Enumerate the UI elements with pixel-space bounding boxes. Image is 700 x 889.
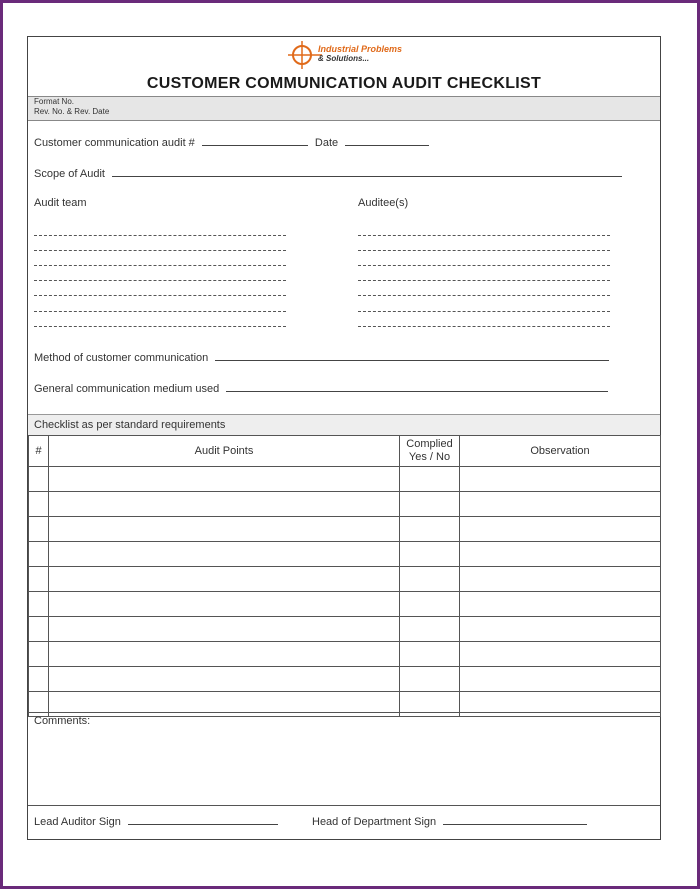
audit-team-line[interactable] xyxy=(34,265,286,266)
checklist-section-header xyxy=(28,414,660,436)
auditee-line[interactable] xyxy=(358,280,610,281)
audit-number-row xyxy=(34,136,429,149)
head-dept-sign-field[interactable] xyxy=(443,815,587,825)
table-row xyxy=(29,617,661,642)
auditee-line[interactable] xyxy=(358,265,610,266)
cell-audit-point[interactable] xyxy=(49,517,400,542)
scope-row xyxy=(34,167,622,180)
cell-audit-point[interactable] xyxy=(49,467,400,492)
col-header-number: # xyxy=(29,436,49,467)
lead-auditor-sign-field[interactable] xyxy=(128,815,278,825)
lead-auditor-sign-row xyxy=(34,815,278,828)
audit-number-field[interactable] xyxy=(202,136,308,146)
method-label: Method of customer communication xyxy=(34,352,209,364)
comments-box[interactable] xyxy=(28,712,660,806)
table-row xyxy=(29,467,661,492)
auditee-line[interactable] xyxy=(358,235,610,236)
auditees-label: Auditee(s) xyxy=(358,197,409,209)
comments-label: Comments: xyxy=(34,715,91,727)
cell-observation[interactable] xyxy=(460,467,661,492)
cell-complied[interactable] xyxy=(400,542,460,567)
cell-number[interactable] xyxy=(29,642,49,667)
cell-observation[interactable] xyxy=(460,642,661,667)
medium-label: General communication medium used xyxy=(34,383,220,395)
logo-line-2: & Solutions... xyxy=(318,54,370,63)
audit-team-line[interactable] xyxy=(34,250,286,251)
audit-points-table xyxy=(28,435,661,717)
table-row xyxy=(29,642,661,667)
scope-field[interactable] xyxy=(112,167,622,177)
audit-team-line[interactable] xyxy=(34,280,286,281)
method-field[interactable] xyxy=(215,351,609,361)
method-row xyxy=(34,351,609,364)
date-label: Date xyxy=(314,137,339,149)
col-header-observation: Observation xyxy=(460,436,661,467)
cell-number[interactable] xyxy=(29,517,49,542)
audit-team-line[interactable] xyxy=(34,235,286,236)
checklist-band-label: Checklist as per standard requirements xyxy=(34,419,226,431)
date-field[interactable] xyxy=(345,136,429,146)
auditee-line[interactable] xyxy=(358,326,610,327)
cell-observation[interactable] xyxy=(460,542,661,567)
rev-label: Rev. No. & Rev. Date xyxy=(34,107,110,116)
auditee-line[interactable] xyxy=(358,311,610,312)
col-header-complied xyxy=(400,436,460,467)
document-meta xyxy=(28,96,660,121)
cell-audit-point[interactable] xyxy=(49,642,400,667)
cell-audit-point[interactable] xyxy=(49,667,400,692)
page-title: CUSTOMER COMMUNICATION AUDIT CHECKLIST xyxy=(146,75,542,92)
lead-auditor-label: Lead Auditor Sign xyxy=(34,816,121,828)
cell-observation[interactable] xyxy=(460,667,661,692)
head-dept-label: Head of Department Sign xyxy=(312,816,437,828)
head-dept-sign-row xyxy=(312,815,587,828)
cell-observation[interactable] xyxy=(460,567,661,592)
format-no-label: Format No. xyxy=(34,97,75,106)
company-logo xyxy=(288,41,408,69)
cell-number[interactable] xyxy=(29,617,49,642)
auditee-line[interactable] xyxy=(358,295,610,296)
cell-complied[interactable] xyxy=(400,492,460,517)
audit-team-line[interactable] xyxy=(34,295,286,296)
audit-team-label: Audit team xyxy=(34,197,87,209)
cell-observation[interactable] xyxy=(460,617,661,642)
cell-complied[interactable] xyxy=(400,642,460,667)
table-row xyxy=(29,542,661,567)
table-row xyxy=(29,592,661,617)
cell-audit-point[interactable] xyxy=(49,567,400,592)
yes-no-label: Yes / No xyxy=(408,451,451,463)
cell-audit-point[interactable] xyxy=(49,592,400,617)
col-header-audit-points: Audit Points xyxy=(49,436,400,467)
checklist-form xyxy=(27,36,661,840)
logo-line-1: Industrial Problems xyxy=(318,44,403,54)
cell-observation[interactable] xyxy=(460,517,661,542)
cell-complied[interactable] xyxy=(400,517,460,542)
complied-label: Complied xyxy=(406,438,453,450)
cell-complied[interactable] xyxy=(400,467,460,492)
cell-complied[interactable] xyxy=(400,567,460,592)
table-row xyxy=(29,517,661,542)
cell-audit-point[interactable] xyxy=(49,617,400,642)
cell-complied[interactable] xyxy=(400,592,460,617)
cell-complied[interactable] xyxy=(400,667,460,692)
audit-number-label: Customer communication audit # xyxy=(34,137,195,149)
cell-audit-point[interactable] xyxy=(49,492,400,517)
cell-audit-point[interactable] xyxy=(49,542,400,567)
audit-team-line[interactable] xyxy=(34,311,286,312)
table-row xyxy=(29,492,661,517)
cell-number[interactable] xyxy=(29,492,49,517)
cell-number[interactable] xyxy=(29,467,49,492)
crosshair-logo-icon xyxy=(288,41,322,69)
table-row xyxy=(29,567,661,592)
table-row xyxy=(29,667,661,692)
cell-number[interactable] xyxy=(29,542,49,567)
medium-field[interactable] xyxy=(226,382,608,392)
cell-number[interactable] xyxy=(29,567,49,592)
cell-number[interactable] xyxy=(29,667,49,692)
cell-complied[interactable] xyxy=(400,617,460,642)
logo-wordmark xyxy=(318,44,402,64)
cell-observation[interactable] xyxy=(460,592,661,617)
table-header-row xyxy=(29,436,661,467)
audit-team-line[interactable] xyxy=(34,326,286,327)
cell-number[interactable] xyxy=(29,592,49,617)
auditee-line[interactable] xyxy=(358,250,610,251)
medium-row xyxy=(34,382,608,395)
scope-label: Scope of Audit xyxy=(34,168,105,180)
cell-observation[interactable] xyxy=(460,492,661,517)
